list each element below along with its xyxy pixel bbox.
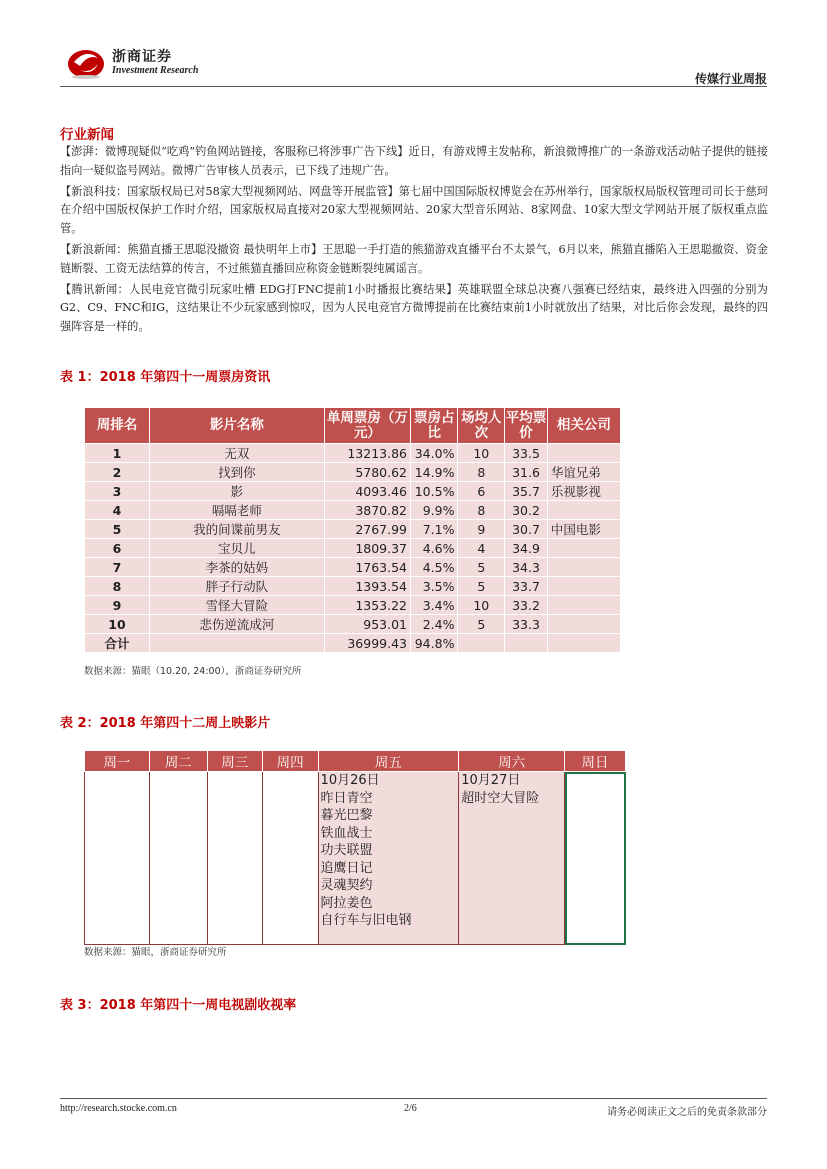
cell-film: 找到你: [150, 463, 325, 482]
cell-share: 10.5%: [411, 482, 458, 501]
cell-avg-price: 33.5: [505, 444, 548, 463]
cell-share: 3.5%: [411, 577, 458, 596]
table2-title: 表 2：2018 年第四十二周上映影片: [60, 716, 271, 731]
cell-rank: 10: [85, 615, 150, 634]
col-rank: 周排名: [85, 408, 150, 444]
cell-rank: 7: [85, 558, 150, 577]
cell-film: 胖子行动队: [150, 577, 325, 596]
film-title: 阿拉姜色: [320, 895, 373, 911]
cell-share: 14.9%: [411, 463, 458, 482]
brand-subtitle: Investment Research: [112, 65, 199, 76]
cell-avg-price: 31.6: [505, 463, 548, 482]
cell-company: [547, 444, 620, 463]
cell-avg-price: 35.7: [505, 482, 548, 501]
cell-rank: 3: [85, 482, 150, 501]
cell-total-label: 合计: [85, 634, 150, 653]
cell-box-office: 5780.62: [324, 463, 410, 482]
header-divider: [60, 86, 767, 87]
film-title: 功夫联盟: [320, 843, 373, 858]
news-item: 【新浪科技：国家版权局已对58家大型视频网站、网盘等开展监管】第七届中国国际版权博览会在苏州举行，国家版权局版权管理司司长于慈珂在介绍中国版权保护工作时介绍，国家版权局直接对20家大型视频网站、20家大型音乐网站、8家网盘、10家大型文学网站开展了版权重点监管。: [60, 184, 768, 236]
cell-avg-attendance: 5: [458, 577, 505, 596]
cell-rank: 6: [85, 539, 150, 558]
cell-company: [547, 539, 620, 558]
col-avg-attendance: 场均人次: [458, 408, 505, 444]
col-mon: 周一: [85, 751, 150, 772]
logo-icon: [66, 44, 106, 80]
cell-avg-attendance: 5: [458, 615, 505, 634]
film-title: 自行车与旧电钢: [320, 913, 412, 928]
cell-fri: [318, 772, 459, 945]
table-row: [85, 539, 621, 558]
table-row: [85, 577, 621, 596]
col-company: 相关公司: [547, 408, 620, 444]
cell-rank: 2: [85, 463, 150, 482]
cell-company: 中国电影: [547, 520, 620, 539]
cell-avg-attendance: 8: [458, 501, 505, 520]
film-title: 灵魂契约: [320, 878, 373, 893]
cell-film: 李茶的姑妈: [150, 558, 325, 577]
cell-company: [547, 501, 620, 520]
cell-rank: 9: [85, 596, 150, 615]
box-office-table: [84, 407, 621, 653]
table3-title: 表 3：2018 年第四十一周电视剧收视率: [60, 998, 297, 1013]
cell-film: 无双: [150, 444, 325, 463]
cell-avg-attendance: 8: [458, 463, 505, 482]
cell-film: 我的间谍前男友: [150, 520, 325, 539]
news-list: [60, 143, 768, 339]
cell-avg-price: 34.9: [505, 539, 548, 558]
cell-avg-attendance: 5: [458, 558, 505, 577]
report-type: 传媒行业周报: [694, 72, 767, 86]
release-date: 10月26日: [320, 773, 380, 788]
cell-avg-price: 34.3: [505, 558, 548, 577]
film-title: 追鹰日记: [320, 860, 373, 876]
footer-divider: [60, 1098, 767, 1099]
cell-mon: [85, 772, 150, 945]
page-number: 2/6: [404, 1103, 417, 1114]
col-avg-price: 平均票价: [505, 408, 548, 444]
col-wed: 周三: [207, 751, 262, 772]
cell-avg-price: 33.7: [505, 577, 548, 596]
cell-film: 影: [150, 482, 325, 501]
cell-box-office: 4093.46: [324, 482, 410, 501]
film-title: 昨日青空: [320, 790, 373, 806]
table-header-row: [85, 408, 621, 444]
cell-company: [547, 596, 620, 615]
news-item: 【澎湃：微博现疑似“吃鸡”钓鱼网站链接，客服称已将涉事广告下线】近日，有游戏博主发帖称，新浪微博推广的一条游戏活动帖子提供的链接指向一疑似盗号网站。微博广告审核人员表示，已下线了违规广告。: [60, 145, 768, 177]
cell-film: 宝贝儿: [150, 539, 325, 558]
cell-box-office: 1763.54: [324, 558, 410, 577]
release-schedule-table: [84, 750, 626, 945]
news-title: 行业新闻: [60, 127, 114, 143]
cell-company: 乐视影视: [547, 482, 620, 501]
brand-name: 浙商证券: [112, 49, 172, 65]
table-row: [85, 463, 621, 482]
cell-thu: [262, 772, 318, 945]
cell-avg-price: 33.2: [505, 596, 548, 615]
table-row: [85, 596, 621, 615]
cell-company: [547, 558, 620, 577]
cell-share: 4.6%: [411, 539, 458, 558]
cell-avg-attendance: [458, 634, 505, 653]
cell-rank: 5: [85, 520, 150, 539]
cell-avg-attendance: 9: [458, 520, 505, 539]
cell-film: 悲伤逆流成河: [150, 615, 325, 634]
table-row: [85, 501, 621, 520]
film-title: 铁血战士: [320, 825, 373, 841]
table1-source: 数据来源：猫眼（10.20, 24:00），浙商证券研究所: [84, 666, 302, 677]
col-sat: 周六: [459, 751, 565, 772]
table-header-row: [85, 751, 626, 772]
cell-box-office: 1809.37: [324, 539, 410, 558]
cell-company: [547, 577, 620, 596]
cell-avg-price: 30.2: [505, 501, 548, 520]
film-title: 暮光巴黎: [320, 808, 373, 823]
cell-rank: 8: [85, 577, 150, 596]
cell-avg-attendance: 4: [458, 539, 505, 558]
cell-company: 华谊兄弟: [547, 463, 620, 482]
table-row: [85, 520, 621, 539]
cell-tue: [149, 772, 207, 945]
table-row: [85, 558, 621, 577]
table-row: [85, 615, 621, 634]
cell-box-office: 13213.86: [324, 444, 410, 463]
cell-rank: 1: [85, 444, 150, 463]
table1-title: 表 1：2018 年第四十一周票房资讯: [60, 370, 271, 385]
footer-url[interactable]: http://research.stocke.com.cn: [60, 1103, 177, 1114]
col-share: 票房占比: [411, 408, 458, 444]
cell-share: 9.9%: [411, 501, 458, 520]
cell-avg-price: 30.7: [505, 520, 548, 539]
cell-share: 7.1%: [411, 520, 458, 539]
cell-avg-price: 33.3: [505, 615, 548, 634]
cell-box-office: 953.01: [324, 615, 410, 634]
cell-sat: [459, 772, 565, 945]
cell-company: [547, 615, 620, 634]
cell-box-office: 3870.82: [324, 501, 410, 520]
col-fri: 周五: [318, 751, 459, 772]
release-date: 10月27日: [461, 773, 521, 788]
table-row: [85, 772, 626, 945]
news-item: 【新浪新闻：熊猫直播王思聪没撤资 最快明年上市】王思聪一手打造的熊猫游戏直播平台不太景气，6月以来，熊猫直播陷入王思聪撤资、资金链断裂、工资无法结算的传言，不过熊猫直播回应称资金链断裂纯属谣言。: [60, 242, 768, 275]
cell-avg-attendance: 10: [458, 596, 505, 615]
cell-box-office: 1393.54: [324, 577, 410, 596]
col-tue: 周二: [149, 751, 207, 772]
cell-company: [547, 634, 620, 653]
cell-film: 嗝嗝老师: [150, 501, 325, 520]
film-title: 超时空大冒险: [461, 790, 540, 806]
cell-box-office: 36999.43: [324, 634, 410, 653]
cell-share: 34.0%: [411, 444, 458, 463]
col-box-office: 单周票房（万元）: [324, 408, 410, 444]
cell-wed: [207, 772, 262, 945]
table-total-row: [85, 634, 621, 653]
cell-share: 94.8%: [411, 634, 458, 653]
table-row: [85, 482, 621, 501]
cell-box-office: 1353.22: [324, 596, 410, 615]
cell-avg-attendance: 6: [458, 482, 505, 501]
col-sun: 周日: [565, 751, 626, 772]
table-row: [85, 444, 621, 463]
cell-rank: 4: [85, 501, 150, 520]
cell-sun[interactable]: [565, 772, 626, 945]
col-film: 影片名称: [150, 408, 325, 444]
cell-avg-price: [505, 634, 548, 653]
col-thu: 周四: [262, 751, 318, 772]
cell-film: [150, 634, 325, 653]
news-item: 【腾讯新闻：人民电竞官微引玩家吐槽 EDG打FNC提前1小时播报比赛结果】英雄联盟全球总决赛八强赛已经结束，最终进入四强的分别为G2、C9、FNC和IG，这结果让不少玩家感到惊叹，因为人民电竞官方微博提前在比赛结束前1小时就放出了结果，对比后你会发现，最终的四强阵容是一样的。: [60, 282, 768, 334]
cell-share: 3.4%: [411, 596, 458, 615]
cell-box-office: 2767.99: [324, 520, 410, 539]
table2-source: 数据来源：猫眼，浙商证券研究所: [84, 947, 227, 958]
footer-disclaimer: 请务必阅读正文之后的免责条款部分: [607, 1107, 767, 1118]
cell-film: 雪怪大冒险: [150, 596, 325, 615]
cell-avg-attendance: 10: [458, 444, 505, 463]
cell-share: 4.5%: [411, 558, 458, 577]
cell-share: 2.4%: [411, 615, 458, 634]
